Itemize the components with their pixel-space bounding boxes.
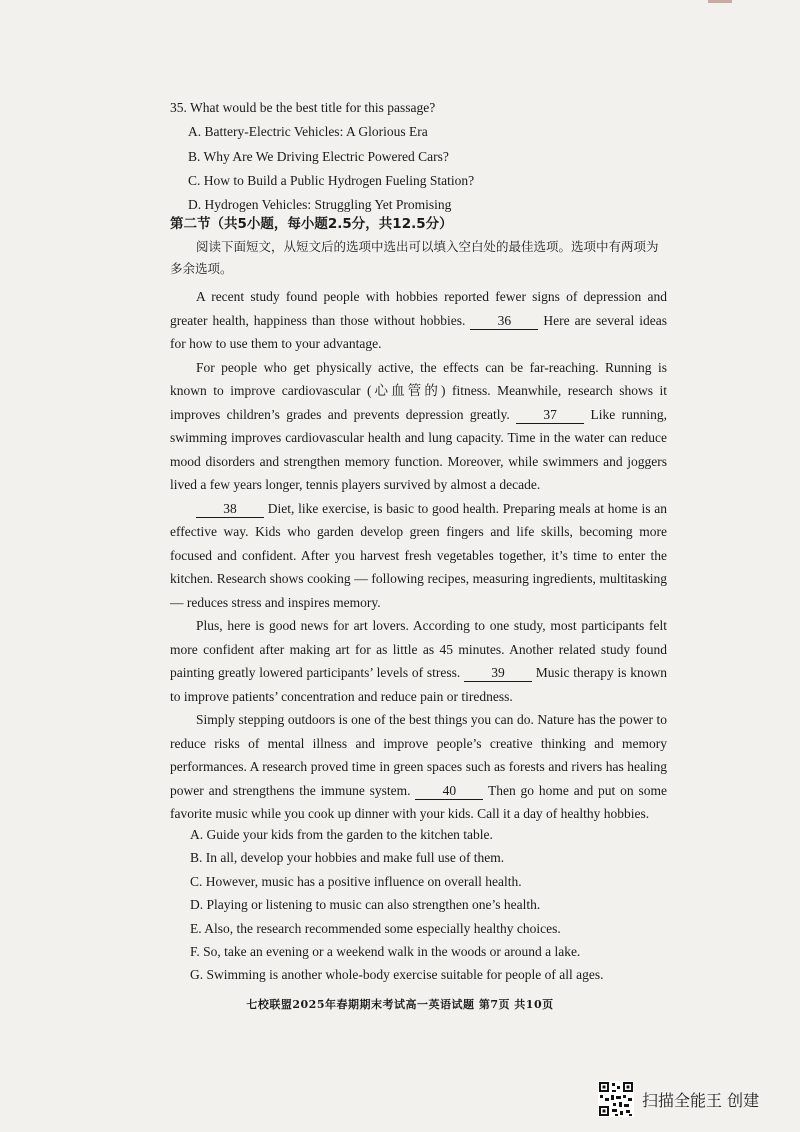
- paragraph-text: Then go home and put on some favorite music while you cook up dinner with your kids. Call it a day of healthy hobbies.: [170, 782, 667, 821]
- choice-b: B. In all, develop your hobbies and make full use of them.: [190, 850, 505, 866]
- option-a: A. Battery-Electric Vehicles: A Glorious Era: [188, 124, 428, 140]
- choices-list: [190, 823, 670, 987]
- paragraph-text: Music therapy is known to improve patients’ concentration and reduce pain or tiredness.: [170, 665, 667, 704]
- blank-40: 40: [415, 783, 483, 800]
- choice-c: C. However, music has a positive influence on overall health.: [190, 873, 522, 889]
- choice-g: G. Swimming is another whole-body exercise suitable for people of all ages.: [190, 967, 604, 983]
- section-instruction: 阅读下面短文，从短文后的选项中选出可以填入空白处的最佳选项。选项中有两项为多余选项。: [170, 239, 659, 276]
- blank-39: 39: [464, 665, 532, 682]
- paragraph-3: [170, 497, 667, 615]
- option-d: D. Hydrogen Vehicles: Struggling Yet Promising: [188, 197, 452, 213]
- choice-d: D. Playing or listening to music can also strengthen one’s health.: [190, 897, 541, 913]
- watermark-label: 扫描全能王 创建: [642, 1090, 760, 1110]
- passage: [170, 285, 667, 826]
- page-footer: 七校联盟2025年春期期末考试高一英语试题 第7页 共10页: [246, 998, 554, 1011]
- paragraph-text: A recent study found people with hobbies reported fewer signs of depression and greater health, happiness than those without hobbies.: [170, 289, 667, 328]
- qr-code-icon: [598, 1081, 634, 1117]
- option-b: B. Why Are We Driving Electric Powered Cars?: [188, 148, 449, 164]
- paragraph-text: Here are several ideas for how to use them to your advantage.: [170, 312, 667, 351]
- blank-38: 38: [196, 501, 264, 518]
- paragraph-2: [170, 356, 667, 497]
- option-c: C. How to Build a Public Hydrogen Fueling Station?: [188, 172, 475, 188]
- choice-a: A. Guide your kids from the garden to the kitchen table.: [190, 827, 493, 842]
- paragraph-4: [170, 614, 667, 708]
- scan-mark: [708, 0, 732, 3]
- paragraph-text: Plus, here is good news for art lovers. According to one study, most participants felt more confident after making art for as little as 45 minutes. Another related study found painting greatly lowered participants’ levels of stress.: [170, 618, 667, 680]
- paragraph-text: Like running, swimming improves cardiovascular health and lung capacity. Time in the water can reduce mood disorders and strengthen memory function. Moreover, while swimmers and joggers lived a few years longer, tennis players survived by almost a decade.: [170, 406, 667, 492]
- paragraph-1: [170, 285, 667, 356]
- scanner-watermark: [598, 1081, 759, 1117]
- choice-e: E. Also, the research recommended some especially healthy choices.: [190, 920, 561, 936]
- question-stem: 35. What would be the best title for this passage?: [170, 100, 436, 115]
- choice-f: F. So, take an evening or a weekend walk in the woods or around a lake.: [190, 944, 581, 960]
- blank-36: 36: [470, 313, 538, 330]
- blank-37: 37: [516, 407, 584, 424]
- paragraph-text: For people who get physically active, the effects can be far-reaching. Running is known to improve cardiovascular (心血管的) fitness. Meanwhile, research shows it improves children’s grades and prevents depression greatly.: [170, 359, 667, 422]
- paragraph-5: [170, 708, 667, 826]
- paragraph-text: Diet, like exercise, is basic to good health. Preparing meals at home is an effective way. Kids who garden develop green fingers and life skills, becoming more focused and confident. After you harvest fresh vegetables together, it’s time to enter the kitchen. Research shows cooking — following recipes, measuring ingredients, multitasking — reduces stress and inspires memory.: [170, 500, 667, 610]
- paragraph-text: Simply stepping outdoors is one of the best things you can do. Nature has the power to reduce risks of mental illness and improve people’s creative thinking and memory performances. A research proved time in green spaces such as forests and rivers has healing power and strengthens the immune system.: [170, 712, 667, 798]
- question-35: [170, 96, 670, 217]
- section-title: 第二节（共5小题，每小题2.5分，共12.5分）: [170, 216, 453, 232]
